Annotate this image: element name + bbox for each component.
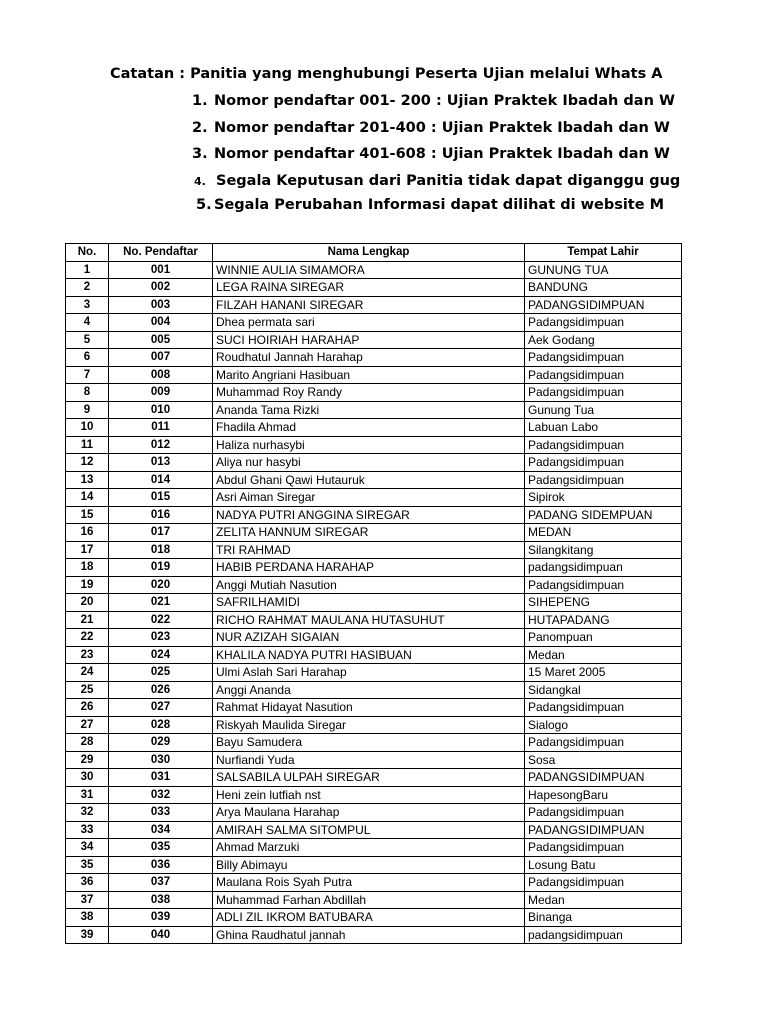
cell-birthplace: Padangsidimpuan (525, 804, 682, 822)
cell-no: 39 (66, 926, 109, 944)
cell-registration-number: 004 (109, 314, 213, 332)
cell-birthplace: Padangsidimpuan (525, 734, 682, 752)
table-row (66, 646, 682, 664)
cell-full-name: Rahmat Hidayat Nasution (213, 699, 525, 717)
note-text: Nomor pendaftar 401-608 : Ujian Praktek Ibadah dan W (214, 146, 670, 162)
cell-registration-number: 014 (109, 471, 213, 489)
cell-registration-number: 030 (109, 751, 213, 769)
table-row (66, 331, 682, 349)
cell-full-name: WINNIE AULIA SIMAMORA (213, 261, 525, 279)
cell-registration-number: 029 (109, 734, 213, 752)
cell-full-name: Roudhatul Jannah Harahap (213, 349, 525, 367)
table-row (66, 891, 682, 909)
note-text: Segala Perubahan Informasi dapat dilihat di website M (214, 197, 665, 213)
cell-no: 28 (66, 734, 109, 752)
cell-full-name: SUCI HOIRIAH HARAHAP (213, 331, 525, 349)
cell-birthplace: MEDAN (525, 524, 682, 542)
cell-registration-number: 024 (109, 646, 213, 664)
table-row (66, 664, 682, 682)
cell-registration-number: 011 (109, 419, 213, 437)
cell-no: 5 (66, 331, 109, 349)
cell-birthplace: padangsidimpuan (525, 559, 682, 577)
note-number: 5. (196, 197, 212, 213)
cell-no: 11 (66, 436, 109, 454)
table-row (66, 629, 682, 647)
cell-full-name: Bayu Samudera (213, 734, 525, 752)
cell-no: 8 (66, 384, 109, 402)
cell-birthplace: Padangsidimpuan (525, 436, 682, 454)
cell-full-name: Nurfiandi Yuda (213, 751, 525, 769)
cell-registration-number: 038 (109, 891, 213, 909)
table-row (66, 524, 682, 542)
cell-birthplace: BANDUNG (525, 279, 682, 297)
table-row (66, 786, 682, 804)
note-text: Segala Keputusan dari Panitia tidak dapat diganggu gug (216, 173, 681, 189)
table-header-row (66, 244, 682, 262)
cell-registration-number: 016 (109, 506, 213, 524)
cell-registration-number: 025 (109, 664, 213, 682)
cell-full-name: NUR AZIZAH SIGAIAN (213, 629, 525, 647)
header-birthplace: Tempat Lahir (525, 244, 682, 262)
note-number: 3. (192, 146, 208, 162)
cell-registration-number: 036 (109, 856, 213, 874)
cell-no: 21 (66, 611, 109, 629)
cell-full-name: Muhammad Roy Randy (213, 384, 525, 402)
cell-birthplace: Aek Godang (525, 331, 682, 349)
cell-full-name: LEGA RAINA SIREGAR (213, 279, 525, 297)
cell-full-name: SALSABILA ULPAH SIREGAR (213, 769, 525, 787)
cell-registration-number: 028 (109, 716, 213, 734)
cell-no: 13 (66, 471, 109, 489)
cell-birthplace: SIHEPENG (525, 594, 682, 612)
table-row (66, 489, 682, 507)
cell-no: 1 (66, 261, 109, 279)
cell-no: 25 (66, 681, 109, 699)
cell-no: 22 (66, 629, 109, 647)
cell-birthplace: 15 Maret 2005 (525, 664, 682, 682)
cell-no: 35 (66, 856, 109, 874)
table-row (66, 559, 682, 577)
cell-birthplace: Padangsidimpuan (525, 314, 682, 332)
cell-full-name: Riskyah Maulida Siregar (213, 716, 525, 734)
table-row (66, 349, 682, 367)
table-row (66, 926, 682, 944)
cell-full-name: NADYA PUTRI ANGGINA SIREGAR (213, 506, 525, 524)
cell-no: 6 (66, 349, 109, 367)
cell-full-name: SAFRILHAMIDI (213, 594, 525, 612)
cell-full-name: ADLI ZIL IKROM BATUBARA (213, 909, 525, 927)
table-row (66, 506, 682, 524)
cell-full-name: FILZAH HANANI SIREGAR (213, 296, 525, 314)
cell-registration-number: 035 (109, 839, 213, 857)
cell-birthplace: Padangsidimpuan (525, 384, 682, 402)
table-row (66, 874, 682, 892)
cell-birthplace: Gunung Tua (525, 401, 682, 419)
cell-full-name: Marito Angriani Hasibuan (213, 366, 525, 384)
cell-registration-number: 020 (109, 576, 213, 594)
cell-registration-number: 034 (109, 821, 213, 839)
cell-birthplace: Labuan Labo (525, 419, 682, 437)
cell-birthplace: PADANGSIDIMPUAN (525, 769, 682, 787)
cell-no: 16 (66, 524, 109, 542)
note-item-1 (192, 93, 675, 109)
cell-birthplace: PADANG SIDEMPUAN (525, 506, 682, 524)
cell-registration-number: 033 (109, 804, 213, 822)
note-number: 1. (192, 93, 208, 109)
cell-birthplace: Padangsidimpuan (525, 576, 682, 594)
table-row (66, 261, 682, 279)
cell-registration-number: 037 (109, 874, 213, 892)
note-item-4 (194, 173, 680, 189)
cell-full-name: Ghina Raudhatul jannah (213, 926, 525, 944)
cell-birthplace: Padangsidimpuan (525, 699, 682, 717)
cell-full-name: Ulmi Aslah Sari Harahap (213, 664, 525, 682)
cell-full-name: KHALILA NADYA PUTRI HASIBUAN (213, 646, 525, 664)
cell-birthplace: Losung Batu (525, 856, 682, 874)
cell-full-name: Arya Maulana Harahap (213, 804, 525, 822)
table-body (66, 261, 682, 944)
cell-full-name: AMIRAH SALMA SITOMPUL (213, 821, 525, 839)
cell-full-name: Maulana Rois Syah Putra (213, 874, 525, 892)
cell-no: 3 (66, 296, 109, 314)
cell-registration-number: 013 (109, 454, 213, 472)
cell-no: 10 (66, 419, 109, 437)
cell-no: 14 (66, 489, 109, 507)
table-row (66, 401, 682, 419)
cell-no: 24 (66, 664, 109, 682)
cell-registration-number: 018 (109, 541, 213, 559)
notes-section (0, 0, 768, 230)
cell-full-name: HABIB PERDANA HARAHAP (213, 559, 525, 577)
cell-no: 12 (66, 454, 109, 472)
cell-registration-number: 005 (109, 331, 213, 349)
cell-no: 32 (66, 804, 109, 822)
cell-birthplace: Padangsidimpuan (525, 349, 682, 367)
table-row (66, 751, 682, 769)
table-row (66, 541, 682, 559)
cell-no: 27 (66, 716, 109, 734)
cell-registration-number: 027 (109, 699, 213, 717)
cell-registration-number: 001 (109, 261, 213, 279)
cell-birthplace: Panompuan (525, 629, 682, 647)
cell-no: 34 (66, 839, 109, 857)
cell-registration-number: 021 (109, 594, 213, 612)
cell-registration-number: 019 (109, 559, 213, 577)
cell-full-name: TRI RAHMAD (213, 541, 525, 559)
table-row (66, 471, 682, 489)
cell-birthplace: PADANGSIDIMPUAN (525, 821, 682, 839)
table-row (66, 804, 682, 822)
cell-registration-number: 017 (109, 524, 213, 542)
cell-no: 2 (66, 279, 109, 297)
cell-full-name: Dhea permata sari (213, 314, 525, 332)
table-row (66, 769, 682, 787)
cell-no: 26 (66, 699, 109, 717)
table-row (66, 839, 682, 857)
cell-birthplace: Padangsidimpuan (525, 839, 682, 857)
cell-no: 9 (66, 401, 109, 419)
cell-no: 29 (66, 751, 109, 769)
cell-full-name: Aliya nur hasybi (213, 454, 525, 472)
note-number: 2. (192, 120, 208, 136)
table-row (66, 594, 682, 612)
cell-birthplace: GUNUNG TUA (525, 261, 682, 279)
note-number: 4. (194, 175, 206, 188)
table-row (66, 611, 682, 629)
cell-birthplace: HUTAPADANG (525, 611, 682, 629)
cell-birthplace: Padangsidimpuan (525, 454, 682, 472)
note-item-2 (192, 120, 670, 136)
table-row (66, 856, 682, 874)
cell-full-name: Anggi Ananda (213, 681, 525, 699)
cell-no: 23 (66, 646, 109, 664)
notes-title: Catatan : Panitia yang menghubungi Peserta Ujian melalui Whats A (110, 66, 663, 82)
cell-birthplace: PADANGSIDIMPUAN (525, 296, 682, 314)
cell-birthplace: Sialogo (525, 716, 682, 734)
cell-no: 31 (66, 786, 109, 804)
cell-full-name: Asri Aiman Siregar (213, 489, 525, 507)
table-row (66, 909, 682, 927)
cell-full-name: Abdul Ghani Qawi Hutauruk (213, 471, 525, 489)
table-row (66, 296, 682, 314)
cell-birthplace: Binanga (525, 909, 682, 927)
participant-table (65, 243, 682, 944)
cell-registration-number: 007 (109, 349, 213, 367)
cell-full-name: ZELITA HANNUM SIREGAR (213, 524, 525, 542)
cell-no: 17 (66, 541, 109, 559)
table-row (66, 681, 682, 699)
table-row (66, 716, 682, 734)
note-item-5 (196, 197, 664, 213)
cell-registration-number: 023 (109, 629, 213, 647)
cell-registration-number: 008 (109, 366, 213, 384)
table-row (66, 734, 682, 752)
cell-registration-number: 040 (109, 926, 213, 944)
cell-no: 4 (66, 314, 109, 332)
cell-registration-number: 022 (109, 611, 213, 629)
cell-birthplace: Padangsidimpuan (525, 366, 682, 384)
header-full-name: Nama Lengkap (213, 244, 525, 262)
cell-birthplace: padangsidimpuan (525, 926, 682, 944)
cell-full-name: RICHO RAHMAT MAULANA HUTASUHUT (213, 611, 525, 629)
cell-full-name: Haliza nurhasybi (213, 436, 525, 454)
cell-full-name: Heni zein lutfiah nst (213, 786, 525, 804)
table-row (66, 821, 682, 839)
cell-registration-number: 002 (109, 279, 213, 297)
cell-birthplace: Sidangkal (525, 681, 682, 699)
table-row (66, 384, 682, 402)
header-registration-number: No. Pendaftar (109, 244, 213, 262)
cell-registration-number: 039 (109, 909, 213, 927)
table-row (66, 366, 682, 384)
cell-no: 20 (66, 594, 109, 612)
cell-no: 18 (66, 559, 109, 577)
cell-full-name: Fhadila Ahmad (213, 419, 525, 437)
cell-birthplace: HapesongBaru (525, 786, 682, 804)
cell-full-name: Ananda Tama Rizki (213, 401, 525, 419)
cell-full-name: Billy Abimayu (213, 856, 525, 874)
table-row (66, 576, 682, 594)
cell-no: 37 (66, 891, 109, 909)
cell-registration-number: 010 (109, 401, 213, 419)
cell-birthplace: Medan (525, 891, 682, 909)
cell-no: 38 (66, 909, 109, 927)
cell-birthplace: Silangkitang (525, 541, 682, 559)
cell-birthplace: Padangsidimpuan (525, 471, 682, 489)
note-text: Nomor pendaftar 001- 200 : Ujian Praktek Ibadah dan W (214, 93, 675, 109)
cell-birthplace: Padangsidimpuan (525, 874, 682, 892)
cell-registration-number: 012 (109, 436, 213, 454)
cell-birthplace: Medan (525, 646, 682, 664)
note-text: Nomor pendaftar 201-400 : Ujian Praktek Ibadah dan W (214, 120, 670, 136)
table-row (66, 279, 682, 297)
cell-full-name: Anggi Mutiah Nasution (213, 576, 525, 594)
cell-birthplace: Sipirok (525, 489, 682, 507)
table-row (66, 314, 682, 332)
note-item-3 (192, 146, 670, 162)
cell-registration-number: 032 (109, 786, 213, 804)
table-row (66, 454, 682, 472)
cell-no: 33 (66, 821, 109, 839)
cell-full-name: Ahmad Marzuki (213, 839, 525, 857)
table-row (66, 436, 682, 454)
table-row (66, 419, 682, 437)
cell-no: 19 (66, 576, 109, 594)
cell-no: 15 (66, 506, 109, 524)
cell-registration-number: 015 (109, 489, 213, 507)
header-no: No. (66, 244, 109, 262)
table-row (66, 699, 682, 717)
cell-registration-number: 003 (109, 296, 213, 314)
cell-birthplace: Sosa (525, 751, 682, 769)
cell-registration-number: 009 (109, 384, 213, 402)
cell-no: 7 (66, 366, 109, 384)
cell-registration-number: 026 (109, 681, 213, 699)
cell-full-name: Muhammad Farhan Abdillah (213, 891, 525, 909)
cell-no: 30 (66, 769, 109, 787)
cell-registration-number: 031 (109, 769, 213, 787)
cell-no: 36 (66, 874, 109, 892)
